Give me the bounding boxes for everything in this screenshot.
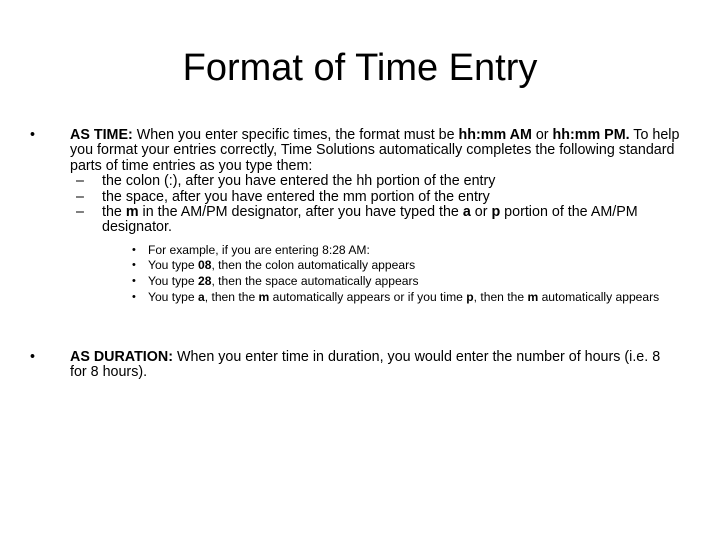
example4-mid1: , then the <box>204 289 259 304</box>
bullet-marker: • <box>132 243 136 256</box>
example2-pre: You type <box>148 258 198 273</box>
sub-item-space <box>70 190 680 205</box>
sub3-or: or <box>470 204 492 221</box>
example2-post: , then the colon automatically appears <box>211 258 416 273</box>
example4-mid2: automatically appears or if you time <box>269 289 467 304</box>
sub3-post: portion of the AM/PM designator. <box>102 204 638 236</box>
sub3-pre: the <box>102 204 126 221</box>
bullet-as-duration <box>30 349 680 381</box>
example3-pre: You type <box>148 274 198 289</box>
example2-bold: 08 <box>198 258 212 273</box>
sub3-p: p <box>491 204 501 221</box>
sub-item-space-text: the space, after you have entered the mm portion of the entry <box>102 188 490 205</box>
example4-pre: You type <box>148 289 198 304</box>
example-item <box>132 243 680 259</box>
sub3-a: a <box>462 204 471 221</box>
bullet-marker: • <box>30 349 36 365</box>
example-item <box>132 290 680 306</box>
as-time-text-c: To help you format your entries correctly, Time Solutions automatically completes the following standard parts of time entries as you type them: <box>70 127 680 174</box>
example-item <box>132 258 680 274</box>
slide-title: Format of Time Entry <box>182 47 538 89</box>
as-duration-text: When you enter time in duration, you would enter the number of hours (i.e. 8 for 8 hours). <box>70 349 661 381</box>
example4-m1: m <box>258 289 270 304</box>
example4-mid3: , then the <box>473 289 528 304</box>
bullet-marker: • <box>132 290 136 303</box>
example4-a: a <box>198 289 205 304</box>
as-time-text-a: When you enter specific times, the format must be <box>132 127 459 143</box>
bullet-as-time-text <box>70 128 680 174</box>
dash-marker: – <box>76 188 84 205</box>
dash-marker: – <box>76 173 84 190</box>
bullet-marker: • <box>132 275 136 288</box>
as-duration-heading: AS DURATION: <box>70 349 173 365</box>
example4-post: automatically appears <box>538 289 660 304</box>
example-item <box>132 274 680 290</box>
sub-item-colon-text: the colon (:), after you have entered the hh portion of the entry <box>102 173 496 190</box>
example4-m2: m <box>527 289 539 304</box>
example-list <box>132 243 680 305</box>
format-hhmm-pm: hh:mm PM. <box>552 127 630 143</box>
example3-post: , then the space automatically appears <box>211 274 419 289</box>
sub3-mid: in the AM/PM designator, after you have typed the <box>138 204 463 221</box>
dash-marker: – <box>76 204 84 221</box>
example3-bold: 28 <box>198 274 212 289</box>
format-hhmm-am: hh:mm AM <box>458 127 532 143</box>
example-intro: For example, if you are entering 8:28 AM: <box>148 242 370 257</box>
bullet-as-duration-text <box>70 350 680 381</box>
example4-p: p <box>466 289 474 304</box>
sub-item-colon <box>70 174 680 189</box>
bullet-as-time <box>30 127 680 305</box>
bullet-marker: • <box>30 127 36 143</box>
bullet-marker: • <box>132 259 136 272</box>
sub3-m: m <box>125 204 139 221</box>
as-time-text-b: or <box>531 127 553 143</box>
as-time-heading: AS TIME: <box>70 127 133 143</box>
sub-item-m-designator <box>70 205 680 236</box>
